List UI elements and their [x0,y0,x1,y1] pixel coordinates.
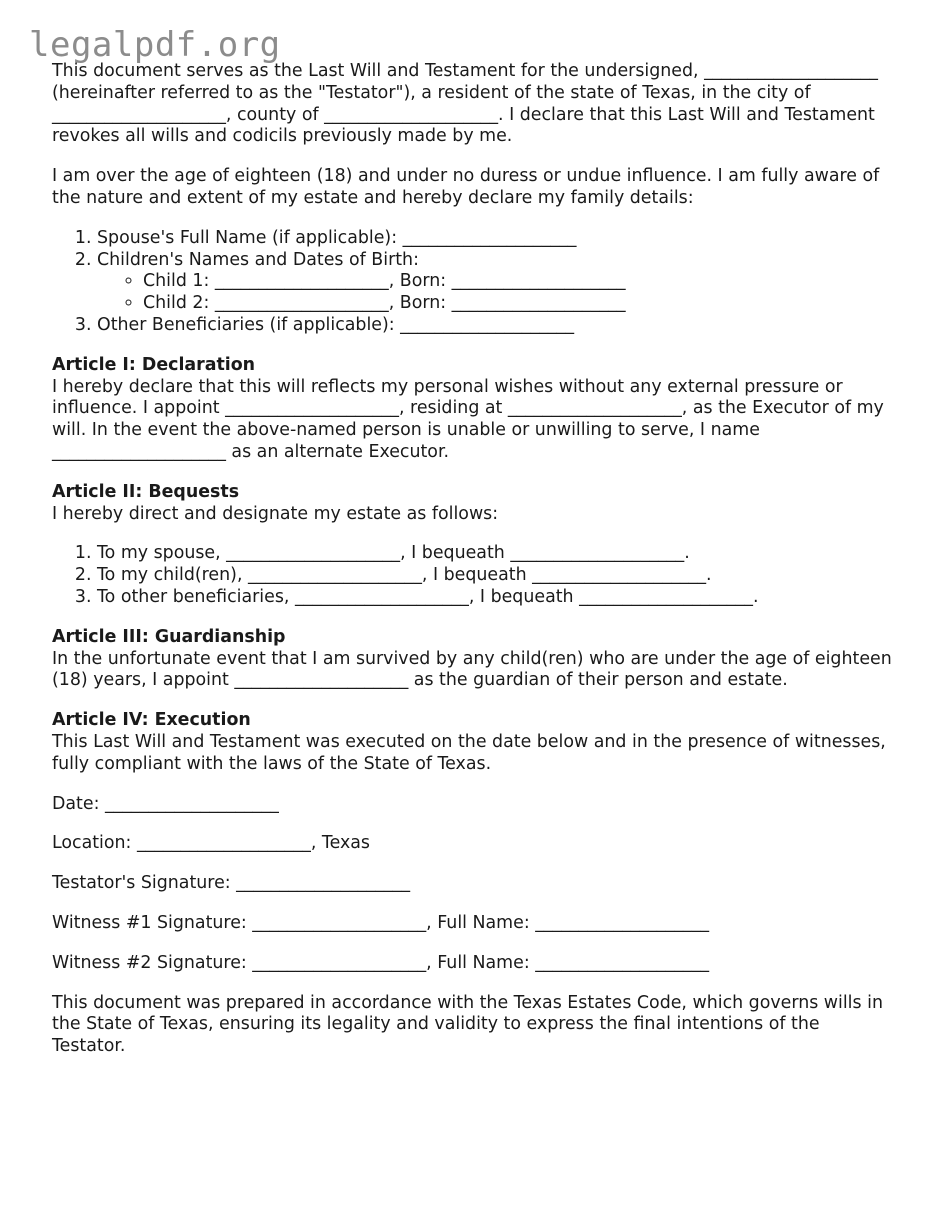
watermark-logo: legalpdf.org [29,25,281,65]
article-4-text: This Last Will and Testament was executed on the date below and in the presence of witnesses, fully compliant with the laws of the State of Texas. [52,731,886,774]
article-declaration [52,355,892,464]
location-line: Location: ____________________, Texas [52,833,370,854]
witness-2-line: Witness #2 Signature: ____________________, Full Name: ____________________ [52,952,710,973]
list-item-spouse: 1. Spouse's Full Name (if applicable): ____________________ [97,228,892,250]
list-item-bequest-spouse: 1. To my spouse, ____________________, I bequeath ____________________. [97,543,892,565]
list-item-bequest-others: 3. To other beneficiaries, ____________________, I bequeath ____________________. [97,587,892,609]
intro-paragraph: This document serves as the Last Will and Testament for the undersigned, ____________________ (hereinafter referred to as the "Testator"), a resident of the state of Texas, in the city of ____________________, county of ____________________. I declare that this Last Will and Testament revokes all wills and codicils previously made by me. [52,61,878,147]
age-statement: I am over the age of eighteen (18) and under no duress or undue influence. I am fully aware of the nature and extent of my estate and hereby declare my family details: [52,166,880,208]
article-execution [52,710,892,775]
article-1-heading: Article I: Declaration [52,354,256,375]
article-guardianship [52,627,892,692]
article-2-text: I hereby direct and designate my estate as follows: [52,503,499,524]
list-item-children [97,250,892,315]
closing-paragraph: This document was prepared in accordance with the Texas Estates Code, which governs wills in the State of Texas, ensuring its legality and validity to express the final intentions of the Testator. [52,992,883,1057]
article-3-text: In the unfortunate event that I am survived by any child(ren) who are under the age of eighteen (18) years, I appoint ____________________ as the guardian of their person and estate. [52,648,892,691]
bequests-list [52,543,892,608]
family-details-list [52,228,892,337]
date-line: Date: ____________________ [52,793,279,814]
list-item-child-2: ◦ Child 2: ____________________, Born: ____________________ [143,293,892,315]
list-item-bequest-children: 2. To my child(ren), ____________________, I bequeath ____________________. [97,565,892,587]
witness-1-line: Witness #1 Signature: ____________________, Full Name: ____________________ [52,912,710,933]
article-2-heading: Article II: Bequests [52,481,240,502]
article-1-text: I hereby declare that this will reflects my personal wishes without any external pressure or influence. I appoint ____________________, residing at ____________________, as the Executor of my will. In the event the above-named person is unable or unwilling to serve, I name ____________________ as an alternate Executor. [52,376,884,462]
testator-signature-line: Testator's Signature: ____________________ [52,873,411,894]
article-bequests [52,482,892,609]
children-sublist [97,271,892,315]
children-label: Children's Names and Dates of Birth: [97,249,419,270]
list-item-other-beneficiaries: 3. Other Beneficiaries (if applicable): ____________________ [97,315,892,337]
article-3-heading: Article III: Guardianship [52,626,286,647]
will-document [52,61,892,1076]
article-4-heading: Article IV: Execution [52,710,251,731]
list-item-child-1: ◦ Child 1: ____________________, Born: ____________________ [143,271,892,293]
